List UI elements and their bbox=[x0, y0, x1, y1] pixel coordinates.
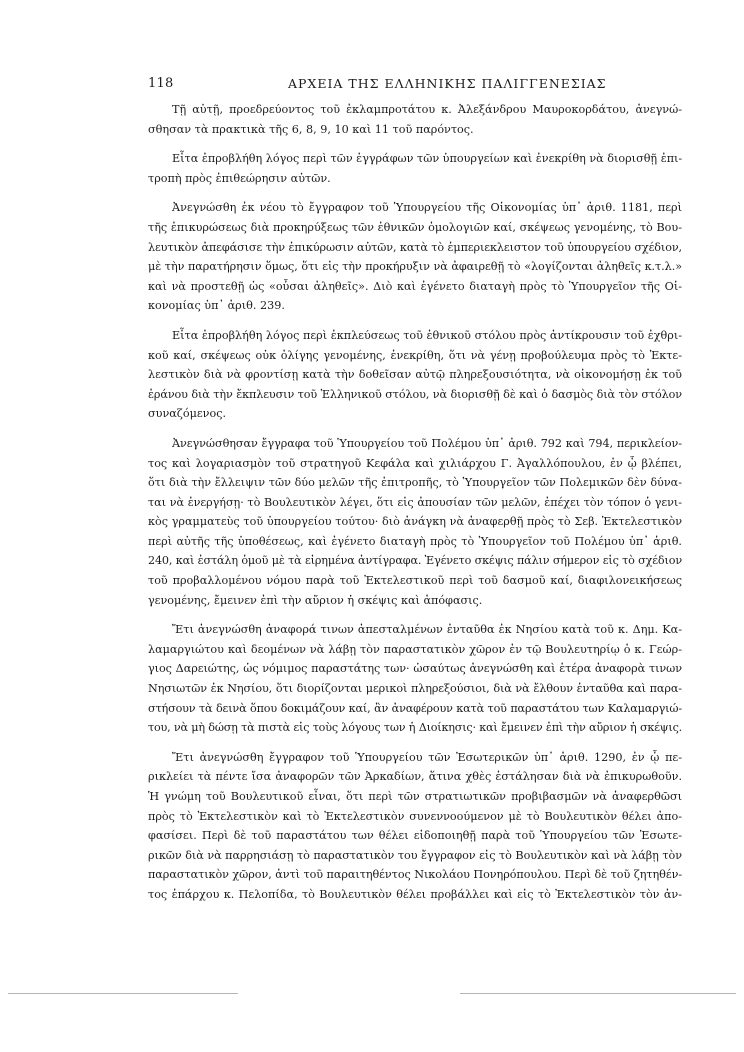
text-line: Εἶτα ἐπροβλήθη λόγος περὶ τῶν ἐγγράφων τῶν ὑπουργείων καὶ ἐνεκρίθη νὰ διορισθῇ ἐπι- bbox=[172, 152, 683, 166]
text-line: τοῦ προβαλλομένου νόμου παρὰ τοῦ Ἐκτελεστικοῦ περὶ τοῦ δασμοῦ καί, διαφιλονεικήσεως bbox=[148, 574, 682, 588]
text-line: Ἀνεγνώσθη ἐκ νέου τὸ ἔγγραφον τοῦ Ὑπουργείου τῆς Οἰκονομίας ὑπ᾽ ἀριθ. 1181, περὶ bbox=[172, 201, 682, 215]
paragraph bbox=[148, 326, 682, 424]
text-line: ἐράνου διὰ τὴν ἔκπλευσιν τοῦ Ἑλληνικοῦ στόλου, νὰ διορισθῇ δὲ καὶ ὁ δασμὸς διὰ τὸν στόλον bbox=[148, 387, 682, 401]
paragraph bbox=[148, 620, 682, 738]
text-line: 240, καὶ ἐστάλη ὁμοῦ μὲ τὰ εἰρημένα ἀντίγραφα. Ἐγένετο σκέψις πάλιν σήμερον εἰς τὸ σχέδιον bbox=[148, 554, 682, 568]
text-line: φασίσει. Περὶ δὲ τοῦ παραστάτου των θέλει εἰδοποιηθῇ παρὰ τοῦ Ὑπουργείου τῶν Ἐσωτε- bbox=[148, 829, 682, 843]
text-line: συναζόμενος. bbox=[148, 407, 227, 421]
text-line: κοῦ καί, σκέψεως οὐκ ὀλίγης γενομένης, ἐνεκρίθη, ὅτι νὰ γένῃ προβούλευμα πρὸς τὸ Ἐκτε- bbox=[148, 348, 682, 362]
text-line: σθησαν τὰ πρακτικὰ τῆς 6, 8, 9, 10 καὶ 11 τοῦ παρόντος. bbox=[148, 122, 474, 136]
paragraph bbox=[148, 434, 682, 610]
page-body bbox=[148, 100, 682, 915]
text-line: λευτικὸν ἀπεφάσισε τὴν ἐπικύρωσιν αὐτῶν, κατὰ τὸ ἐμπεριεκλειστον τοῦ ὑπουργείου σχέδιον, bbox=[148, 240, 682, 254]
text-line: κὸς γραμματεὺς τοῦ ὑπουργείου τούτου· διὸ ἀνάγκη νὰ ἀναφερθῇ πρὸς τὸ Σεβ. Ἐκτελεστικὸν bbox=[148, 515, 682, 529]
text-line: Ἡ γνώμη τοῦ Βουλευτικοῦ εἶναι, ὅτι περὶ τῶν στρατιωτικῶν προβιβασμῶν νὰ ἀναφερθῶσι bbox=[148, 790, 682, 803]
paragraph bbox=[148, 198, 682, 316]
paragraph bbox=[148, 100, 682, 139]
text-line: μὲ τὴν παρατήρησιν ὅμως, ὅτι εἰς τὴν προκήρυξιν νὰ ἀφαιρεθῇ τὸ «λογίζονται ἀληθεῖς κ.τ.λ.» bbox=[148, 260, 682, 274]
text-line: τροπὴ πρὸς ἐπιθεώρησιν αὐτῶν. bbox=[148, 171, 331, 185]
scan-edge-rule-left bbox=[8, 993, 238, 994]
text-line: τῆς ἐπικυρώσεως διὰ προκηρύξεως τῶν ἐθνικῶν ὁμολογιῶν καί, σκέψεως γενομένης, τὸ Βου- bbox=[148, 220, 682, 234]
text-line: κονομίας ὑπ᾽ ἀριθ. 239. bbox=[148, 299, 285, 313]
running-title: ΑΡΧΕΙΑ ΤΗΣ ΕΛΛΗΝΙΚΗΣ ΠΑΛΙΓΓΕΝΕΣΙΑΣ bbox=[288, 76, 607, 91]
text-line: του, νὰ μὴ δώσῃ τὰ πιστὰ εἰς τοὺς λόγους των ἡ Διοίκησις· καὶ ἔμεινεν ἐπὶ τὴν αὔριον ἡ σκέψις. bbox=[148, 721, 682, 735]
text-line: ὅτι διὰ τὴν ἔλλειψιν τῶν δύο μελῶν τῆς ἐπιτροπῆς, τὸ Ὑπουργεῖον τῶν Πολεμικῶν δὲν δύνα- bbox=[148, 476, 682, 490]
text-line: καὶ νὰ προστεθῇ ὡς «οὖσαι ἀληθεῖς». Διὸ καὶ ἐγένετο διαταγὴ πρὸς τὸ Ὑπουργεῖον τῆς Οἰ- bbox=[148, 279, 682, 293]
text-line: Εἶτα ἐπροβλήθη λόγος περὶ ἐκπλεύσεως τοῦ ἐθνικοῦ στόλου πρὸς ἀντίκρουσιν τοῦ ἐχθρι- bbox=[172, 328, 682, 342]
text-line: ται νὰ ἐνεργήσῃ· τὸ Βουλευτικὸν λέγει, ὅτι εἰς ἀπουσίαν τῶν μελῶν, ἐπέχει τὸν τόπον ὁ γενι- bbox=[148, 495, 682, 509]
text-line: Τῇ αὐτῇ, προεδρεύοντος τοῦ ἐκλαμπροτάτου κ. Ἀλεξάνδρου Μαυροκορδάτου, ἀνεγνώ- bbox=[172, 103, 682, 116]
text-line: Ἔτι ἀνεγνώσθη ἔγγραφον τοῦ Ὑπουργείου τῶν Ἐσωτερικῶν ὑπ᾽ ἀριθ. 1290, ἐν ᾧ πε- bbox=[172, 750, 682, 764]
text-line: Ἔτι ἀνεγνώσθη ἀναφορά τινων ἀπεσταλμένων ἐνταῦθα ἐκ Νησίου κατὰ τοῦ κ. Δημ. Κα- bbox=[172, 623, 682, 637]
text-line: στήσουν τὰ δεινὰ ὅπου δοκιμάζουν καί, ἂν ἀναφέρουν κατὰ τοῦ παραστάτου των Καλαμαργιώ- bbox=[148, 701, 682, 715]
text-line: λεστικὸν διὰ νὰ φροντίσῃ κατὰ τὴν δοθεῖσαν αὐτῷ πληρεξουσιότητα, νὰ οἰκονομήσῃ ἐκ τοῦ bbox=[148, 368, 682, 382]
scan-edge-rule-right bbox=[460, 993, 736, 994]
text-line: περὶ αὐτῆς τῆς ὑποθέσεως, καὶ ἐγένετο διαταγὴ πρὸς τὸ Ὑπουργεῖον τοῦ Πολέμου ὑπ᾽ ἀριθ. bbox=[148, 534, 682, 548]
paragraph bbox=[148, 149, 682, 188]
text-line: ρικλείει τὰ πέντε ἴσα ἀναφορῶν τῶν Ἀρκαδίων, ἅτινα χθὲς ἐστάλησαν διὰ νὰ ἐπικυρωθοῦν. bbox=[148, 770, 682, 784]
text-line: λαμαργιώτου καὶ δεομένων νὰ λάβῃ τὸν παραστατικὸν χῶρον ἐν τῷ Βουλευτηρίῳ ὁ κ. Γεώρ- bbox=[148, 642, 682, 656]
paragraph bbox=[148, 748, 682, 905]
text-line: τος καὶ λογαριασμὸν τοῦ στρατηγοῦ Κεφάλα καὶ χιλιάρχου Γ. Ἀγαλλόπουλου, ἐν ᾧ βλέπει, bbox=[148, 456, 682, 470]
text-line: Νησιωτῶν ἐκ Νησίου, ὅτι διορίζονται μερικοὶ πληρεξούσιοι, διὰ νὰ ἔλθουν ἐνταῦθα καὶ παρα- bbox=[148, 682, 682, 696]
text-line: ρικῶν διὰ νὰ παρρησιάσῃ τὸ παραστατικὸν του ἔγγραφον εἰς τὸ Βουλευτικὸν καὶ νὰ λάβῃ τὸν bbox=[148, 848, 682, 862]
text-line: τος ἐπάρχου κ. Πελοπίδα, τὸ Βουλευτικὸν θέλει προβάλλει καὶ εἰς τὸ Ἐκτελεστικὸν τὸν ἀν- bbox=[148, 887, 682, 901]
text-line: πρὸς τὸ Ἐκτελεστικὸν καὶ τὸ Ἐκτελεστικὸν συνεννοούμενον μὲ τὸ Βουλευτικὸν θέλει ἀπο- bbox=[148, 809, 682, 823]
text-line: παραστατικὸν χῶρον, ἀντὶ τοῦ παραιτηθέντος Νικολάου Πονηρόπουλου. Περὶ δὲ τοῦ ζητηθέν- bbox=[148, 868, 683, 882]
page-number: 118 bbox=[148, 76, 174, 91]
page-header bbox=[148, 72, 680, 94]
text-line: γιος Δαρειώτης, ὡς νόμιμος παραστάτης των· ὡσαύτως ἀνεγνώσθη καὶ ἑτέρα ἀναφορὰ τινων bbox=[148, 662, 682, 676]
text-line: Ἀνεγνώσθησαν ἔγγραφα τοῦ Ὑπουργείου τοῦ Πολέμου ὑπ᾽ ἀριθ. 792 καὶ 794, περικλείον- bbox=[172, 436, 682, 450]
text-line: γενομένης, ἔμεινεν ἐπὶ τὴν αὔριον ἡ σκέψις καὶ ἀπόφασις. bbox=[148, 593, 483, 607]
